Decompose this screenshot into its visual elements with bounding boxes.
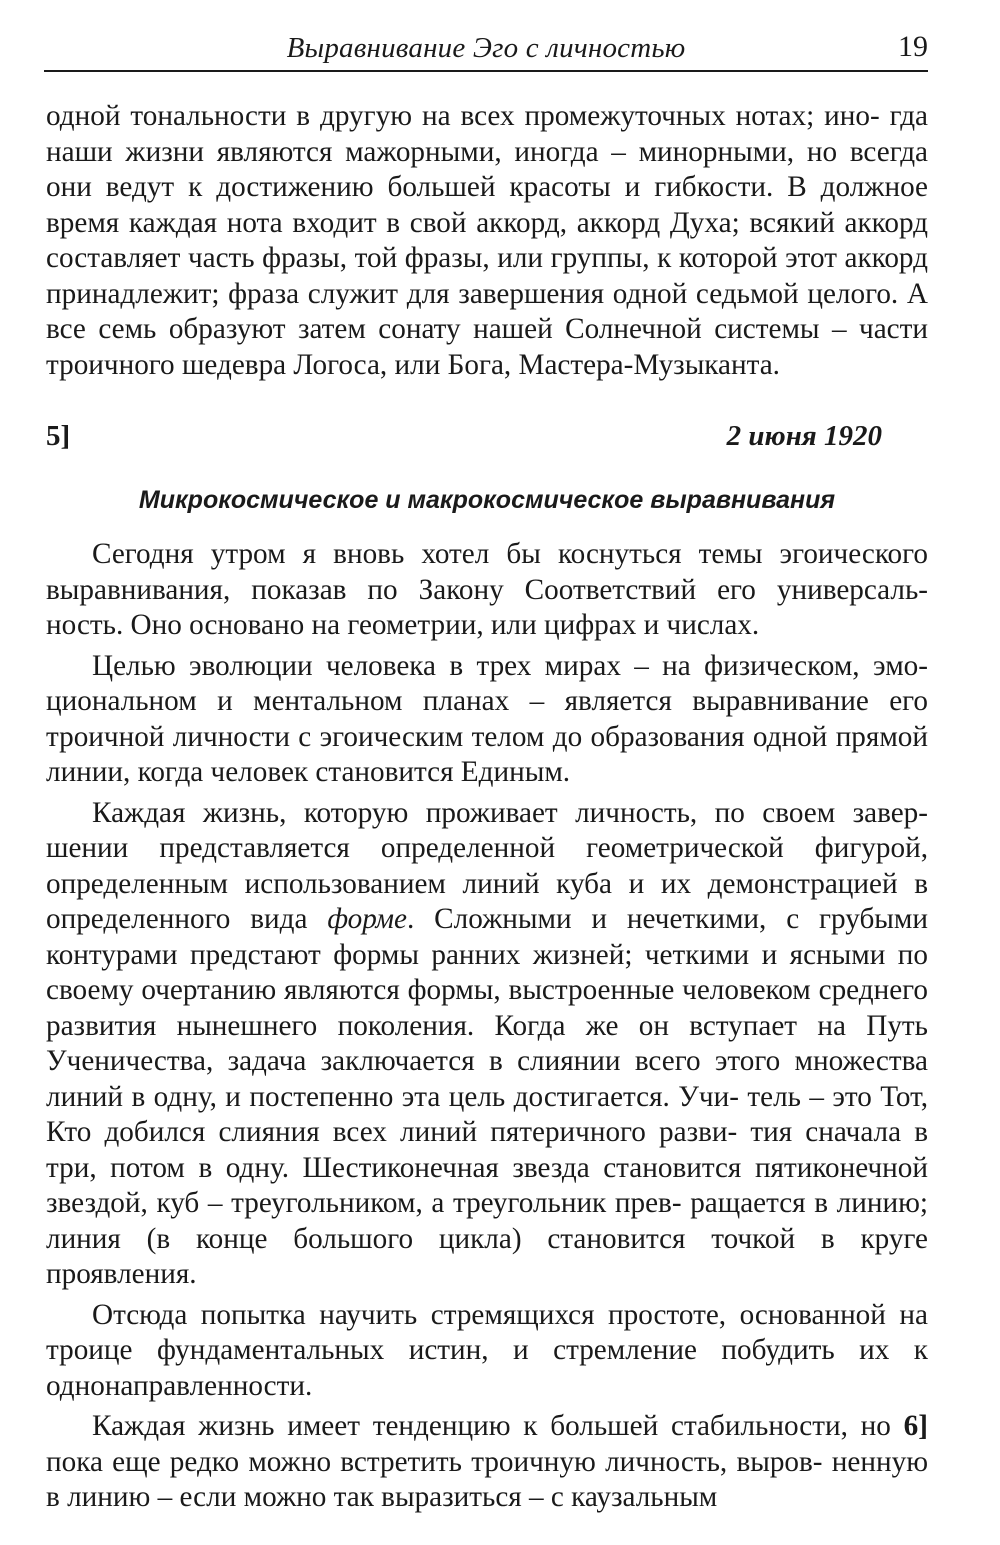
paragraph-5: Каждая жизнь имеет тенденцию к большей стабильности, но 6] пока еще редко можно встретить троичную личность, выров- ненную в линию – если можно так выразиться – с каузальным [46,1410,928,1513]
margin-section-number: 6] [903,1410,928,1442]
opening-paragraph-text: одной тональности в другую на всех промежуточных нотах; ино- гда наши жизни являются мажорными, иногда – минорными, но всегда они ведут к достижению большей красоты и гибкости. В должное время каждая нота входит в свой аккорд, аккорд Духа; всякий аккорд составляет часть фразы, той фразы, или группы, к которой этот аккорд принадлежит; фраза служит для завершения одной седьмой целого. А все семь образуют затем сонату нашей Солнечной системы – части троичного шедевра Логоса, или Бога, Мастера-Музыканта. [46,100,929,381]
section-number: 5] [46,420,71,452]
paragraph-4: Отсюда попытка научить стремящихся простоте, основанной на троице фундаментальных истин, и стремление побудить их к однонаправленности. [46,1298,928,1402]
opening-paragraph [46,99,928,383]
section-line [46,420,882,456]
page-number: 19 [898,30,928,63]
running-header [44,28,928,72]
paragraph-2: Целью эволюции человека в трех мирах – на физическом, эмо- циональном и ментальном планах – является выравнивание его троичной личности с эгоическим телом до образования одной прямой линии, когда человек становится Единым. [46,649,929,788]
section-heading: Микрокосмическое и макрокосмическое выравнивания [138,486,836,514]
emphasis-word: форме [327,903,407,935]
paragraph-3: Каждая жизнь, которую проживает личность, по своем завер- шении представляется определенной геометрической фигурой, определенным использованием линий куба и их демонстрацией в определенного вида форме. Сложными и нечеткими, с грубыми контурами предстают формы ранних жизней; четкими и ясными по своему очертанию являются формы, выстроенные человеком среднего развития нынешнего поколения. Когда же он вступает на Путь Ученичества, задача заключается в слиянии всего этого множества линий в одну, и постепенно эта цель достигается. Учи- тель – это Тот, Кто добился слияния всех линий пятеричного разви- тия сначала в три, потом в одну. Шестиконечная звезда становится пятиконечной звездой, куб – треугольником, а треугольник прев- ращается в линию; линия (в конце большого цикла) становится точкой в круге проявления. [46,796,929,1290]
section-date: 2 июня 1920 [726,420,882,452]
main-body [46,537,928,1516]
paragraph-1: Сегодня утром я вновь хотел бы коснуться темы эгоического выравнивания, показав по Закону Соответствий его универсаль- ность. Оно основано на геометрии, или цифрах и числах. [46,538,928,641]
running-title: Выравнивание Эго с личностью [286,32,686,64]
